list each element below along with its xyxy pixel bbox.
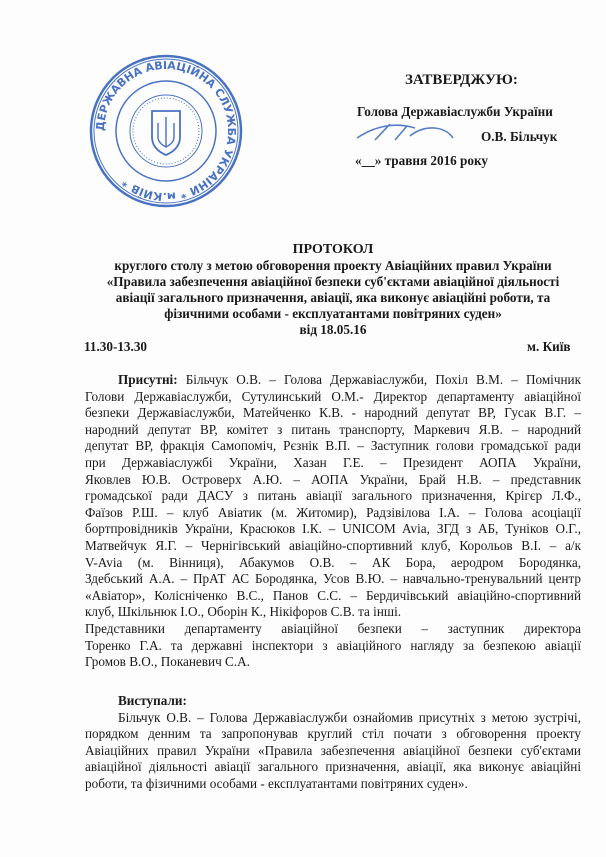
present-text: Більчук О.В. – Голова Державіаслужби, Похіл В.М. – Помічник <box>185 372 582 387</box>
present-line: Матвейчук Я.Г. – Чернігівський авіаційно-спортивний клуб, Корольов В.І. – а/к <box>85 538 581 553</box>
approval-heading: ЗАТВЕРДЖУЮ: <box>405 72 518 88</box>
speakers-line: роботи, та фізичними особами - експлуатантами повітряних суден». <box>85 776 468 791</box>
present-line: народний депутат ВР, комітет з питань транспорту, Маркевич Я.В. – народний <box>85 422 581 437</box>
present-line: Здебський А.А. – ПрАТ АС Бородянка, Усов В.Ю. – навчально-тренувальний центр <box>85 571 581 586</box>
stamp-text: ДЕРЖАВНА АВІАЦІЙНА СЛУЖБА УКРАЇНИ * м.КИЇВ * <box>93 58 239 204</box>
representatives-line: Громов В.О., Поканевич С.А. <box>85 654 250 669</box>
present-label: Присутні: <box>118 372 178 387</box>
present-line: при Державіаслужбі України, Хазан Г.Е. – Президент АОПА України, <box>85 455 581 470</box>
speakers-line: порядком денним та запропонував круглий стіл почати з обговорення проекту <box>85 726 581 741</box>
meeting-time: 11.30-13.30 <box>84 339 148 354</box>
present-line: безпеки Державіаслужби, Матейченко К.В. - народний депутат ВР, Гусак В.Г. – <box>85 405 581 420</box>
present-line: Фаїзов Р.Ш. – клуб Авіатик (м. Житомир), Радзівілова І.А. – Голова асоціації <box>85 505 581 520</box>
approval-name: О.В. Більчук <box>481 129 558 144</box>
present-first-line <box>118 372 581 388</box>
title-line: круглого столу з метою обговорення проекту Авіаційних правил України <box>114 258 552 273</box>
present-line: Яковлев Ю.В. Островерх А.Ю. – АОПА України, Брай Н.В. – представник <box>85 472 581 487</box>
present-line: клуб, Шкільнюк І.О., Оборін К., Нікіфоров С.В. та інші. <box>85 604 402 619</box>
title-line: фізичними особами - експлуатантами повітряних суден» <box>164 306 502 321</box>
document-title: ПРОТОКОЛ <box>292 242 374 257</box>
present-line: громадської ради ДАСУ з питань авіації загального призначення, Крігєр Л.Ф., <box>85 488 581 503</box>
present-line: бортпровідників України, Красюков І.К. – UNICOM Avia, ЗГД з АБ, Туніков О.Г., <box>85 521 581 536</box>
approval-date: «__» травня 2016 року <box>355 153 488 168</box>
speakers-line: Більчук О.В. – Голова Державіаслужби ознайомив присутніх з метою зустрічі, <box>118 710 581 725</box>
title-line: авіації загального призначення, авіації, яка виконує авіаційні роботи, та <box>115 290 551 305</box>
speakers-line: авіаційної діяльності авіації загального призначення, авіації, яка виконує авіаційні <box>85 759 581 774</box>
title-date: від 18.05.16 <box>299 322 367 337</box>
meeting-place: м. Київ <box>527 339 571 354</box>
present-line: «Авіатор», Колісніченко В.С., Панов С.С. – Бердичівський авіаційно-спортивний <box>85 588 581 603</box>
approval-position: Голова Державіаслужби України <box>357 104 553 119</box>
present-line: депутат ВР, фракція Самопоміч, Рєзнік В.П. – Заступник голови громадської ради <box>85 438 581 453</box>
signature <box>355 118 455 148</box>
representatives-line: Торенко Г.А. та державні інспектори з авіаційного нагляду за безпекою авіації <box>85 638 581 653</box>
official-stamp <box>88 53 244 209</box>
title-line: «Правила забезпечення авіаційної безпеки суб'єктами авіаційної діяльності <box>106 274 560 289</box>
representatives-line: Представники департаменту авіаційної безпеки – заступник директора <box>85 621 581 636</box>
present-line: V-Avia (м. Вінниця), Абакумов О.В. – АК Бора, аеродром Бородянка, <box>85 555 581 570</box>
speakers-line: Авіаційних правил України «Правила забезпечення авіаційної безпеки суб'єктами <box>85 743 581 758</box>
speakers-label: Виступали: <box>118 693 187 708</box>
present-line: Голови Державіаслужби, Сутулинський О.М.- Директор департаменту авіаційної <box>85 389 581 404</box>
